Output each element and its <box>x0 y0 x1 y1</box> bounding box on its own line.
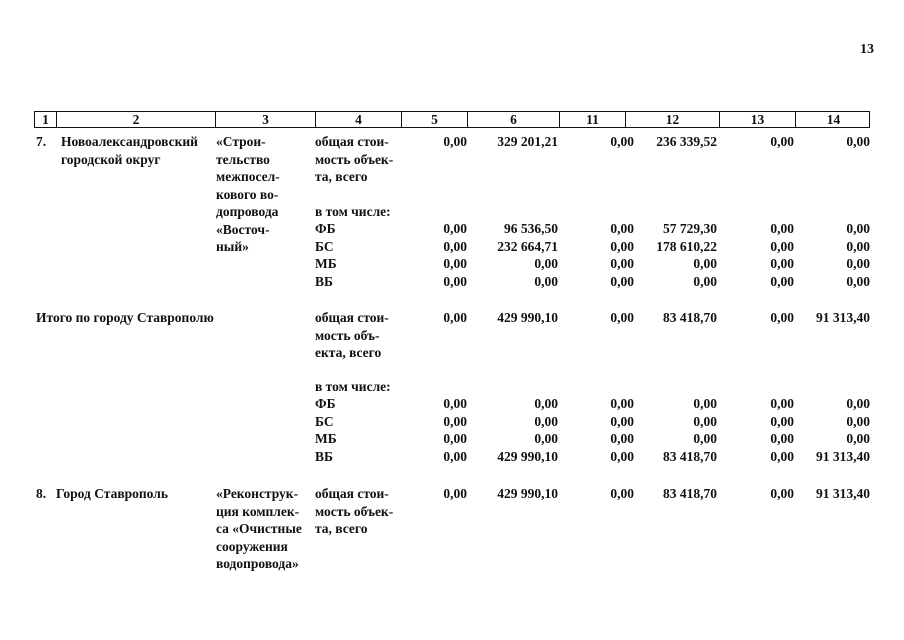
budget-value: 91 313,40 <box>816 448 870 464</box>
header-col-2: 2 <box>56 112 215 127</box>
total-value: 0,00 <box>770 310 794 325</box>
total-value: 0,00 <box>770 134 794 149</box>
budget-value: 0,00 <box>610 273 634 289</box>
budget-value: 0,00 <box>770 238 794 254</box>
budget-value: 0,00 <box>770 413 794 429</box>
total-value: 0,00 <box>443 486 467 501</box>
budget-value: 0,00 <box>534 431 558 446</box>
budget-value: 0,00 <box>770 256 794 271</box>
total-value: 91 313,40 <box>816 486 870 501</box>
total-value: 329 201,21 <box>497 134 558 149</box>
budget-source-label: МБ <box>315 431 337 446</box>
budget-value: 0,00 <box>443 396 467 411</box>
header-col-6: 6 <box>467 112 559 127</box>
total-value: 0,00 <box>610 134 634 149</box>
budget-value: 0,00 <box>534 413 558 429</box>
budget-value: 232 664,71 <box>497 238 558 254</box>
budget-value: 178 610,22 <box>656 238 717 254</box>
total-value: 0,00 <box>443 134 467 149</box>
total-value: 83 418,70 <box>663 310 717 325</box>
budget-value: 0,00 <box>610 221 634 236</box>
object-name: «Восточ- <box>216 221 270 237</box>
budget-value: 0,00 <box>846 396 870 411</box>
budget-value: 0,00 <box>610 256 634 271</box>
budget-value: 0,00 <box>770 221 794 236</box>
including-label: в том числе: <box>315 379 391 394</box>
object-name: допровода <box>216 204 279 219</box>
object-name: са «Очистные <box>216 521 302 536</box>
budget-value: 0,00 <box>846 256 870 271</box>
object-name: кового во- <box>216 186 279 202</box>
total-value: 0,00 <box>770 486 794 501</box>
budget-value: 0,00 <box>693 431 717 446</box>
budget-source-label: ФБ <box>315 396 336 411</box>
budget-source-label: ВБ <box>315 273 333 289</box>
budget-value: 0,00 <box>846 413 870 429</box>
object-name: тельство <box>216 151 270 167</box>
header-col-3: 3 <box>215 112 315 127</box>
budget-value: 0,00 <box>443 448 467 464</box>
budget-value: 0,00 <box>693 273 717 289</box>
total-value: 83 418,70 <box>663 486 717 501</box>
budget-value: 0,00 <box>846 221 870 236</box>
total-label: та, всего <box>315 169 368 184</box>
budget-value: 0,00 <box>693 413 717 429</box>
total-value: 0,00 <box>610 486 634 501</box>
region-name: Новоалександровский <box>61 134 198 149</box>
budget-value: 0,00 <box>846 273 870 289</box>
object-name: межпосел- <box>216 169 280 184</box>
header-col-13: 13 <box>719 112 795 127</box>
budget-value: 0,00 <box>610 396 634 411</box>
header-col-14: 14 <box>795 112 871 127</box>
header-col-4: 4 <box>315 112 401 127</box>
budget-value: 0,00 <box>693 396 717 411</box>
budget-value: 429 990,10 <box>497 448 558 464</box>
budget-value: 0,00 <box>693 256 717 271</box>
including-label: в том числе: <box>315 204 391 219</box>
total-value: 236 339,52 <box>656 134 717 149</box>
total-value: 0,00 <box>610 310 634 325</box>
total-label: мость объек- <box>315 503 394 519</box>
row-number: 8. <box>36 486 47 501</box>
budget-value: 0,00 <box>534 396 558 411</box>
budget-value: 0,00 <box>610 413 634 429</box>
budget-value: 0,00 <box>610 448 634 464</box>
page-number: 13 <box>860 42 874 57</box>
budget-source-label: МБ <box>315 256 337 271</box>
budget-value: 83 418,70 <box>663 448 717 464</box>
budget-source-label: ВБ <box>315 448 333 464</box>
budget-value: 0,00 <box>610 431 634 446</box>
object-name: сооружения <box>216 538 288 554</box>
object-name: водопровода» <box>216 556 299 571</box>
budget-value: 0,00 <box>770 396 794 411</box>
total-value: 91 313,40 <box>816 310 870 325</box>
budget-value: 0,00 <box>443 256 467 271</box>
total-label: общая стои- <box>315 310 389 325</box>
object-name: «Реконструк- <box>216 486 299 501</box>
budget-value: 0,00 <box>443 221 467 236</box>
object-name: ция комплек- <box>216 503 300 519</box>
region-name: Город Ставрополь <box>56 486 168 501</box>
subtotal-label: Итого по городу Ставрополю <box>36 310 214 325</box>
table-header-row <box>34 111 870 128</box>
budget-value: 0,00 <box>770 273 794 289</box>
budget-value: 0,00 <box>534 273 558 289</box>
row-number: 7. <box>36 134 47 149</box>
budget-source-label: БС <box>315 238 334 254</box>
budget-value: 0,00 <box>846 238 870 254</box>
total-label: та, всего <box>315 521 368 536</box>
budget-value: 0,00 <box>610 238 634 254</box>
header-col-11: 11 <box>559 112 625 127</box>
total-label: общая стои- <box>315 486 389 501</box>
budget-value: 0,00 <box>846 431 870 446</box>
budget-value: 0,00 <box>534 256 558 271</box>
total-value: 429 990,10 <box>497 486 558 501</box>
total-label: мость объек- <box>315 151 394 167</box>
budget-value: 0,00 <box>443 238 467 254</box>
object-name: ный» <box>216 239 249 254</box>
total-value: 0,00 <box>443 310 467 325</box>
header-col-1: 1 <box>42 112 49 127</box>
header-col-5: 5 <box>401 112 467 127</box>
total-label: мость объ- <box>315 327 380 343</box>
budget-value: 0,00 <box>443 431 467 446</box>
budget-value: 0,00 <box>443 273 467 289</box>
budget-value: 96 536,50 <box>504 221 558 236</box>
total-value: 429 990,10 <box>497 310 558 325</box>
header-col-12: 12 <box>625 112 719 127</box>
budget-source-label: БС <box>315 413 334 429</box>
object-name: «Строи- <box>216 134 266 149</box>
budget-source-label: ФБ <box>315 221 336 236</box>
budget-value: 57 729,30 <box>663 221 717 236</box>
budget-value: 0,00 <box>770 431 794 446</box>
budget-value: 0,00 <box>770 448 794 464</box>
region-name: городской округ <box>61 151 161 167</box>
total-label: екта, всего <box>315 345 382 360</box>
budget-value: 0,00 <box>443 413 467 429</box>
total-value: 0,00 <box>846 134 870 149</box>
total-label: общая стои- <box>315 134 389 149</box>
